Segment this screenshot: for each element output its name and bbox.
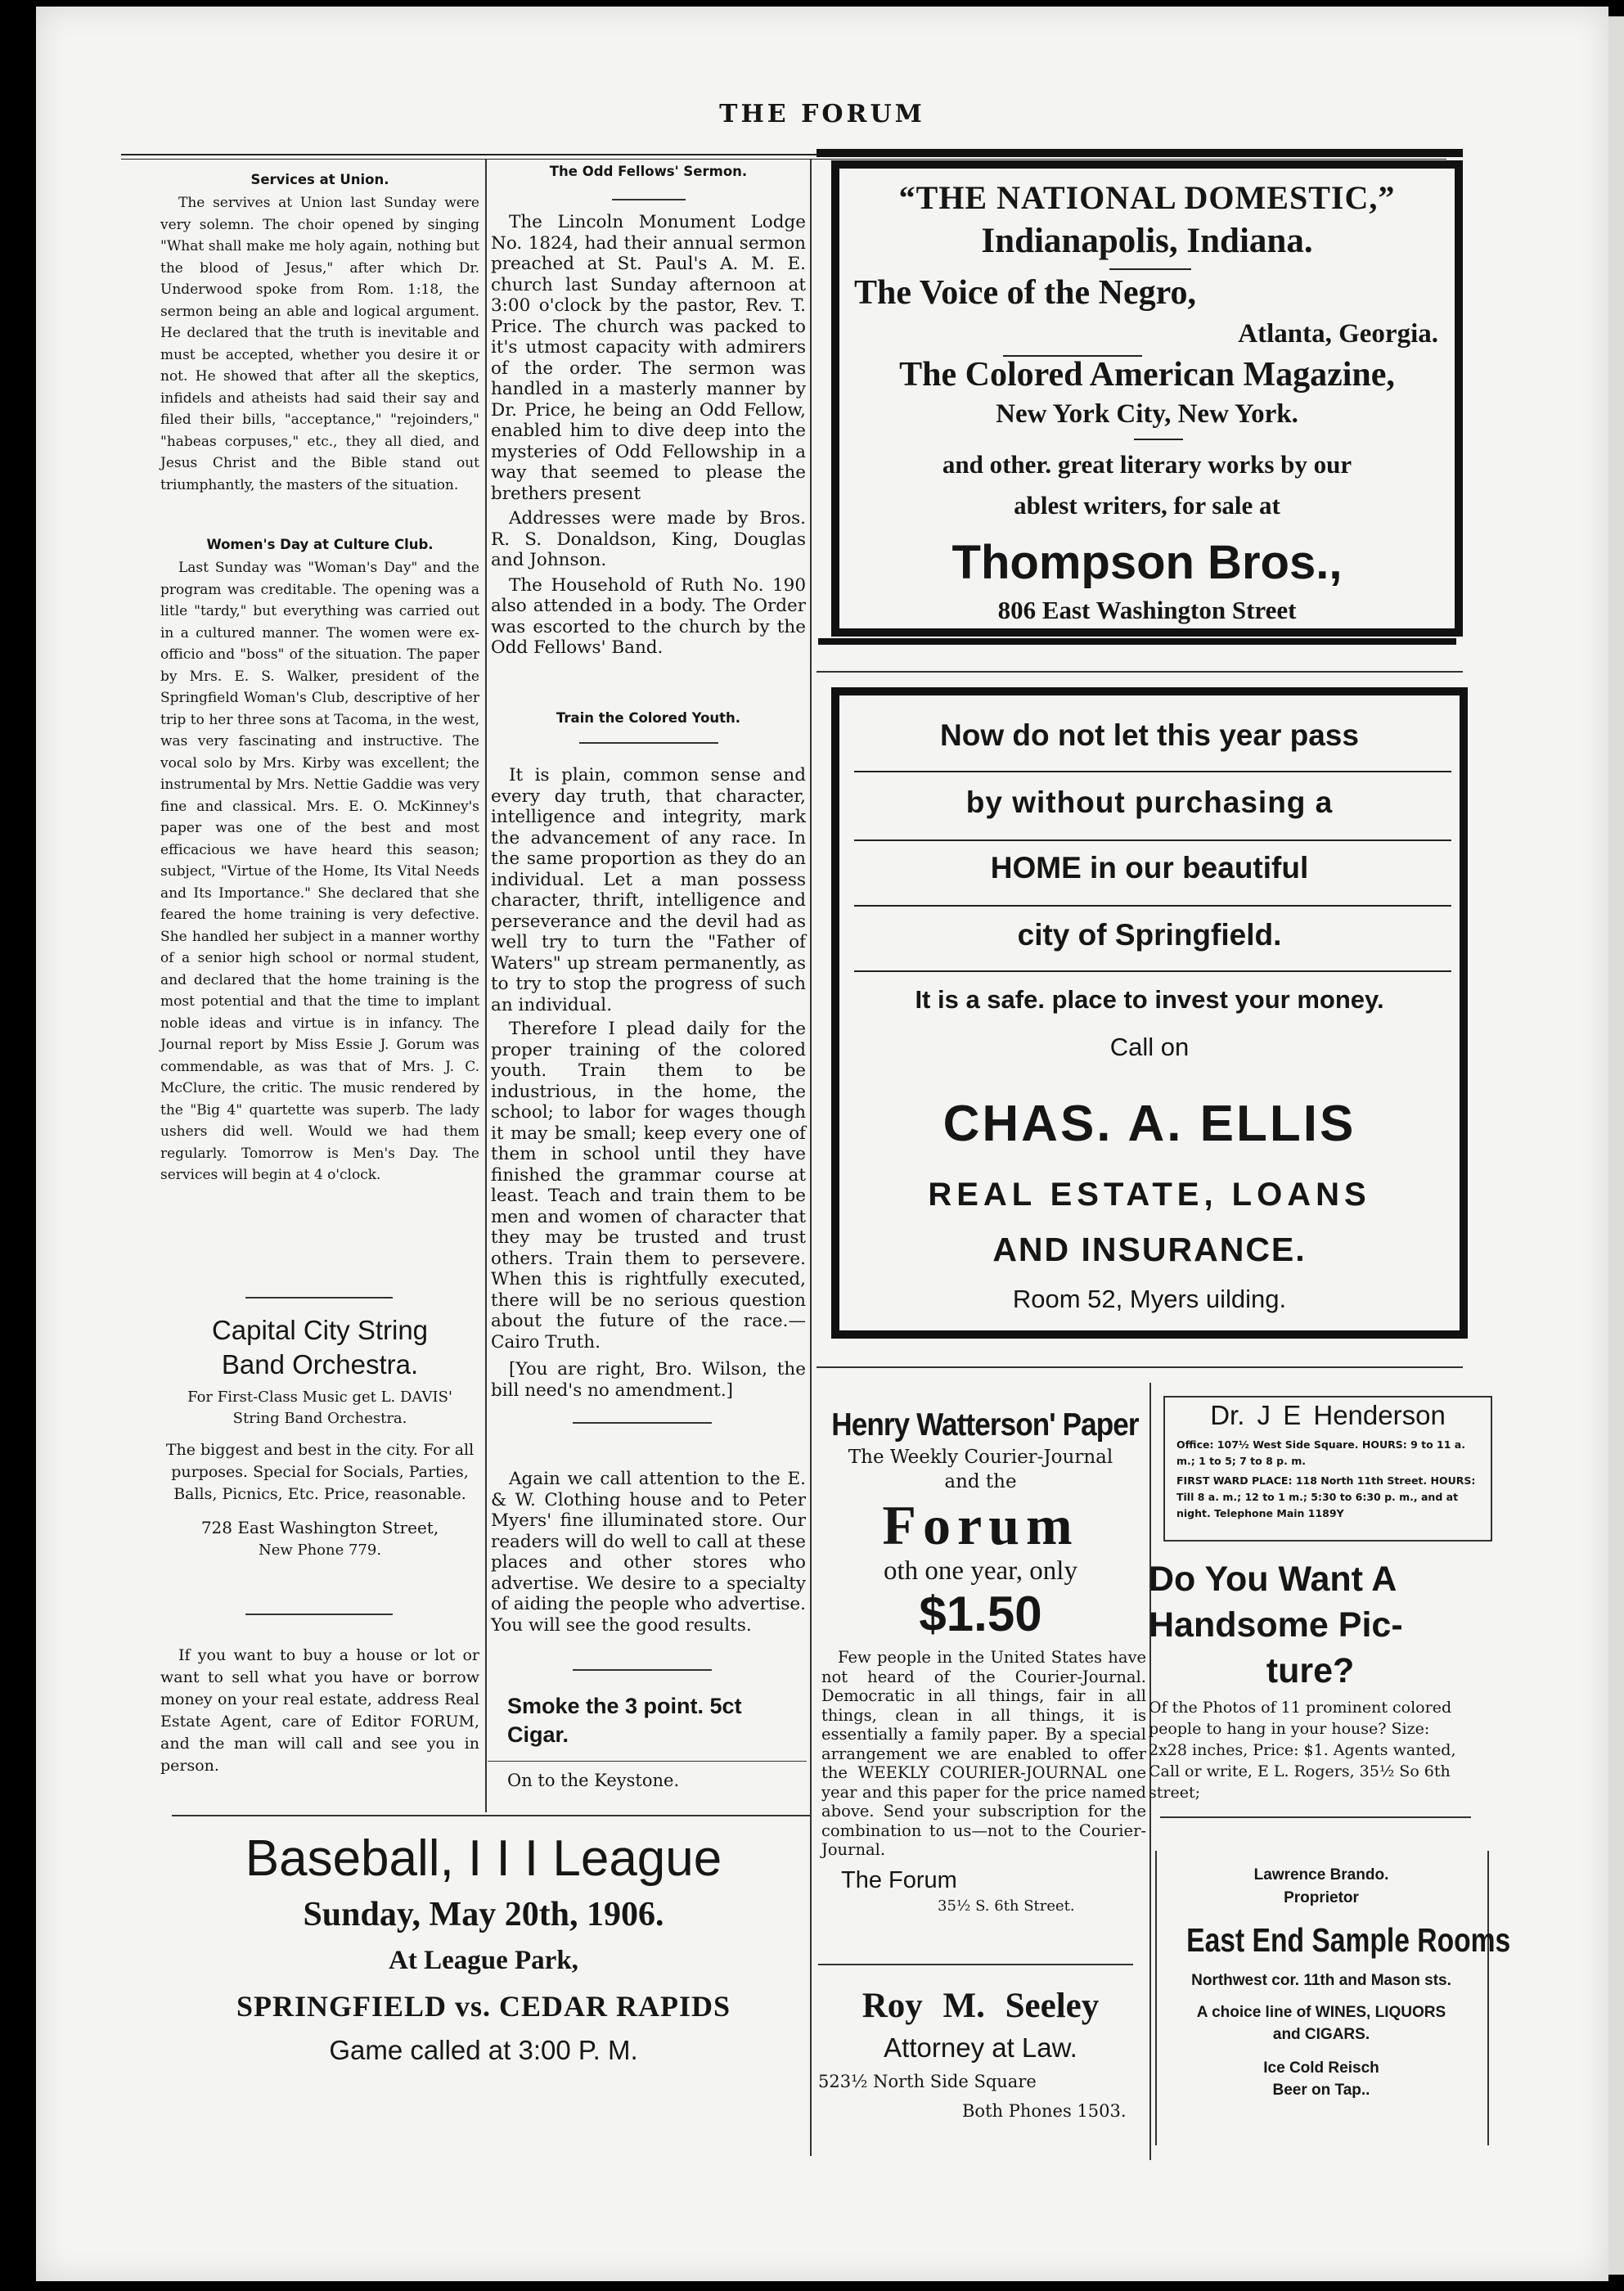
ad-rule: [854, 970, 1451, 972]
ad-address: 35½ S. 6th Street.: [938, 1897, 1075, 1915]
ad-time: Game called at 3:00 P. M.: [329, 2035, 638, 2065]
ad-line: Call on: [1109, 1033, 1190, 1061]
ad-phone: New Phone 779.: [258, 1542, 382, 1559]
ad-proprietor: Proprietor: [1284, 1889, 1359, 1906]
ad-baseball: [160, 1826, 807, 2072]
ad-body: Of the Photos of 11 prominent colored people to hang in your house? Size: 2x28 inches, Price: $1. Agents wanted, Call or write, E L. Rogers, 35½ So 6th street;: [1149, 1699, 1456, 1802]
article-clothing-house: [491, 1469, 806, 1636]
separator: [573, 1669, 712, 1671]
article-paragraph: The Household of Ruth No. 190 also attended in a body. The Order was escorted to the church by the Odd Fellows' Band.: [491, 574, 806, 658]
separator: [245, 1297, 393, 1299]
ad-chas-ellis: [831, 687, 1468, 1339]
column-rule-2: [810, 160, 812, 2156]
ad-business-name: Thompson Bros.,: [951, 536, 1343, 589]
article-body: Last Sunday was "Woman's Day" and the program was creditable. The opening was a litle "tardy," but everything was carried out in a cultured manner. The women were ex-officio and "boss" of the situation. The paper by Mrs. E. S. Walker, president of the Springfield Woman's Club, descriptive of her trip to her three sons at Tacoma, in the west, was very fascinating and instructive. The vocal solo by Mrs. Kirby was excellent; the instrumental by Mrs. Nettie Gaddie was very fine and classical. Mrs. E. O. McKinney's paper was one of the best and most efficacious we have heard this season; subject, "Virtue of the Home, Its Vital Needs and Its Importance." She declared that she feared the home training is very defective. She handled her subject in a manner worthy of a senior high school or normal student, and declared that the home training is the most potential and that the time to implant noble ideas and virtue is in infancy. The Journal report by Miss Essie J. Gorum was commendable, as was that of Mrs. J. C. McClure, the critic. The music rendered by the "Big 4" quartette was superb. The lady ushers did well. Would we had them regularly. Tomorrow is Men's Day. The services will begin at 4 o'clock.: [160, 560, 479, 1183]
ad-rule: [854, 771, 1451, 772]
separator: [1160, 1816, 1471, 1818]
masthead: THE FORUM: [719, 100, 925, 128]
ad-line: The Voice of the Negro,: [854, 274, 1197, 312]
ad-cigar: Smoke the 3 point. 5ct Cigar.: [507, 1694, 742, 1747]
ad-owner: Lawrence Brando.: [1253, 1866, 1389, 1884]
separator: [573, 1422, 712, 1424]
ad-rule: [854, 839, 1451, 841]
ad-rule: [854, 905, 1451, 907]
article-heading: The Odd Fellows' Sermon.: [549, 164, 748, 179]
ad-line: Atlanta, Georgia.: [1238, 319, 1438, 349]
ad-title: Attorney at Law.: [884, 2032, 1077, 2063]
ad-title: Capital City String: [211, 1315, 429, 1345]
ad-national-domestic: [831, 160, 1463, 637]
ad-line: Beer on Tap..: [1272, 2082, 1370, 2099]
ad-subtitle: For First-Class Music get L. DAVIS' String Band Orchestra.: [187, 1389, 452, 1427]
ad-line: and CIGARS.: [1272, 2026, 1370, 2043]
ad-line: Ice Cold Reisch: [1263, 2059, 1379, 2077]
article-train-youth: [491, 710, 806, 1401]
ad-forum: Forum: [882, 1494, 1079, 1556]
separator: [818, 1964, 1133, 1965]
ad-picture: [1149, 1556, 1472, 1803]
ad-line: “THE NATIONAL DOMESTIC,”: [898, 179, 1396, 216]
separator: [488, 1761, 807, 1762]
masthead-rule-2: [121, 159, 1446, 160]
article-culture-club: [160, 537, 479, 1186]
article-odd-fellows: [491, 164, 806, 659]
ad-line: The Colored American Magazine,: [899, 356, 1395, 394]
ad-line: Now do not let this year pass: [940, 718, 1359, 752]
ad-title: Band Orchestra.: [221, 1349, 419, 1380]
ad-string-band: [160, 1313, 479, 1561]
ad-address: 728 East Washington Street,: [200, 1518, 439, 1537]
note-keystone: On to the Keystone.: [507, 1771, 680, 1790]
ad-line: ablest writers, for sale at: [1014, 491, 1280, 520]
ad-name: Dr. J E Henderson: [1210, 1400, 1446, 1430]
ad-line: A choice line of WINES, LIQUORS: [1196, 2004, 1446, 2021]
column-rule-1: [485, 160, 487, 1812]
ad-body: The biggest and best in the city. For all purposes. Special for Socials, Parties, Balls, Picnics, Etc. Price, reasonable.: [165, 1441, 475, 1503]
ad-rule: [1134, 439, 1183, 440]
ad-heading: Handsome Pic-: [1149, 1605, 1403, 1645]
ad-address: Northwest cor. 11th and Mason sts.: [1191, 1972, 1451, 1989]
ad-heading: ture?: [1266, 1651, 1355, 1690]
ad-address: Room 52, Myers uilding.: [1012, 1285, 1287, 1313]
ad-line: city of Springfield.: [1017, 918, 1282, 952]
ad-body: Few people in the United States have not heard of the Courier-Journal. Democratic in all things, fair in all things, clean in all things, it is essentially a family paper. By a special arrangement we are enabled to offer the WEEKLY COURIER-JOURNAL one year and this paper for the price named above. Send your subscription for the combination to us—not to the Courier-Journal.: [821, 1648, 1146, 1859]
separator: [612, 199, 686, 200]
ad-business-name: CHAS. A. ELLIS: [942, 1096, 1356, 1152]
ad-rule: [1109, 268, 1191, 270]
ad-price: $1.50: [919, 1587, 1042, 1641]
ad-line: Indianapolis, Indiana.: [981, 222, 1313, 260]
ad-border-bottom: [831, 1330, 1466, 1339]
article-services-union: [160, 172, 479, 496]
article-heading: Services at Union.: [250, 172, 389, 187]
article-body: The servives at Union last Sunday were very solemn. The choir opened by singing "What shall make me holy again, nothing but the blood of Jesus," after which Dr. Underwood spoke from Rom. 1:18, the sermon being an able and logical argument. He declared that the truth is inevitable and must be accepted, whether you desire it or not. He showed that after all the skeptics, infidels and atheists had said their say and filed their bills, "acceptance," "rejoinders," "habeas corpuses," etc., they all died, and Jesus Christ and the Bible stand out triumphantly, the masters of the situation.: [160, 195, 479, 493]
ad-name: Roy M. Seeley: [861, 1987, 1100, 2025]
ad-henderson: [1163, 1396, 1492, 1542]
ad-border-right: [1487, 1851, 1489, 2145]
ad-title: Henry Watterson' Paper: [831, 1407, 1139, 1443]
ad-phones: Both Phones 1503.: [962, 2101, 1127, 2121]
ad-body: If you want to buy a house or lot or want to sell what you have or borrow money on your real estate, address Real Estate Agent, care of Editor FORUM, and the man will call and see you in person.: [160, 1646, 479, 1775]
ad-ward-place: FIRST WARD PLACE: 118 North 11th Street. HOURS: Till 8 a. m.; 12 to 1 m.; 5:30 to 6:30 p. m., and at night. Telephone Main 1189Y: [1176, 1474, 1476, 1519]
separator: [172, 1815, 810, 1816]
separator: [245, 1614, 393, 1615]
ad-seeley: [815, 1983, 1146, 2126]
separator: [579, 742, 718, 744]
ad-text: oth one year, only: [884, 1556, 1077, 1586]
ad-sample-rooms: [1157, 1864, 1511, 2101]
ad-watterson: [815, 1406, 1146, 1917]
ad-office: Office: 107½ West Side Square. HOURS: 9 to 11 a. m.; 1 to 5; 7 to 8 p. m.: [1176, 1438, 1465, 1467]
ad-border-top: [816, 149, 1463, 157]
article-paragraph: Again we call attention to the E. & W. Clothing house and to Peter Myers' fine illuminated store. Our readers will do well to call at these places and other stores who advertise. We desire to a specialty of aiding the people who advertise. You will see the good results.: [491, 1469, 806, 1636]
ad-line: by without purchasing a: [965, 785, 1334, 819]
ad-heading: Do You Want A: [1149, 1560, 1397, 1599]
ad-place: At League Park,: [389, 1946, 578, 1975]
ad-real-estate-agent: [160, 1645, 479, 1777]
adjacent-page-edge: [1608, 16, 1624, 2275]
article-paragraph: Therefore I plead daily for the proper training of the colored youth. Train them to be industrious, in the home, the school; to labor for wages though it may be small; keep every one of them in school until they have finished the grammar course at least. Teach and train them to be men and women of character that they may be trusted and trust others. Train them to persevere. When this is rightfully executed, there will be no serious question about the future of the race.—Cairo Truth.: [491, 1019, 806, 1353]
article-heading: Women's Day at Culture Club.: [206, 537, 434, 552]
ad-date: Sunday, May 20th, 1906.: [303, 1896, 664, 1933]
ad-line: HOME in our beautiful: [990, 851, 1309, 884]
article-paragraph: The Lincoln Monument Lodge No. 1824, had their annual sermon preached at St. Paul's A. M. E. church last Sunday afternoon at 3:00 o'clock by the pastor, Rev. T. Price. The church was packed to it's utmost capacity with admirers of the order. The sermon was handled in a masterly manner by Dr. Price, he being an Odd Fellow, enabled him to dive deep into the mysteries of Odd Fellowship in a way that seemed to please the brethers present: [491, 212, 806, 504]
ad-subtitle: The Weekly Courier-Journal: [848, 1447, 1113, 1468]
separator: [816, 1366, 1463, 1368]
ad-line: and other. great literary works by our: [942, 450, 1352, 479]
ad-title: East End Sample Rooms: [1186, 1921, 1511, 1959]
article-paragraph: It is plain, common sense and every day truth, that character, intelligence and integrity, mark the advancement of any race. In the same proportion as they do an individual. Let a man possess character, thrift, intelligence and perseverance and the devil had as well try to turn the "Father of Waters" up stream permanently, as to try to stop the progress of such an individual.: [491, 765, 806, 1015]
ad-line: It is a safe. place to invest your money.: [915, 985, 1384, 1014]
ad-line: New York City, New York.: [996, 399, 1298, 429]
ad-address: 806 East Washington Street: [997, 596, 1297, 624]
ad-match: SPRINGFIELD vs. CEDAR RAPIDS: [236, 1990, 731, 2023]
ad-line: AND INSURANCE.: [992, 1231, 1307, 1268]
separator: [816, 671, 1463, 673]
ad-text: and the: [944, 1471, 1017, 1492]
ad-title: Baseball, I I I League: [245, 1830, 722, 1887]
ad-border-bottom: [818, 638, 1456, 645]
ad-address: 523½ North Side Square: [818, 2072, 1037, 2091]
ad-signature: The Forum: [841, 1866, 957, 1893]
ad-line: REAL ESTATE, LOANS: [928, 1177, 1371, 1213]
article-paragraph: [You are right, Bro. Wilson, the bill need's no amendment.]: [491, 1359, 806, 1401]
article-paragraph: Addresses were made by Bros. R. S. Donaldson, King, Douglas and Johnson.: [491, 508, 806, 570]
article-heading: Train the Colored Youth.: [556, 710, 741, 726]
